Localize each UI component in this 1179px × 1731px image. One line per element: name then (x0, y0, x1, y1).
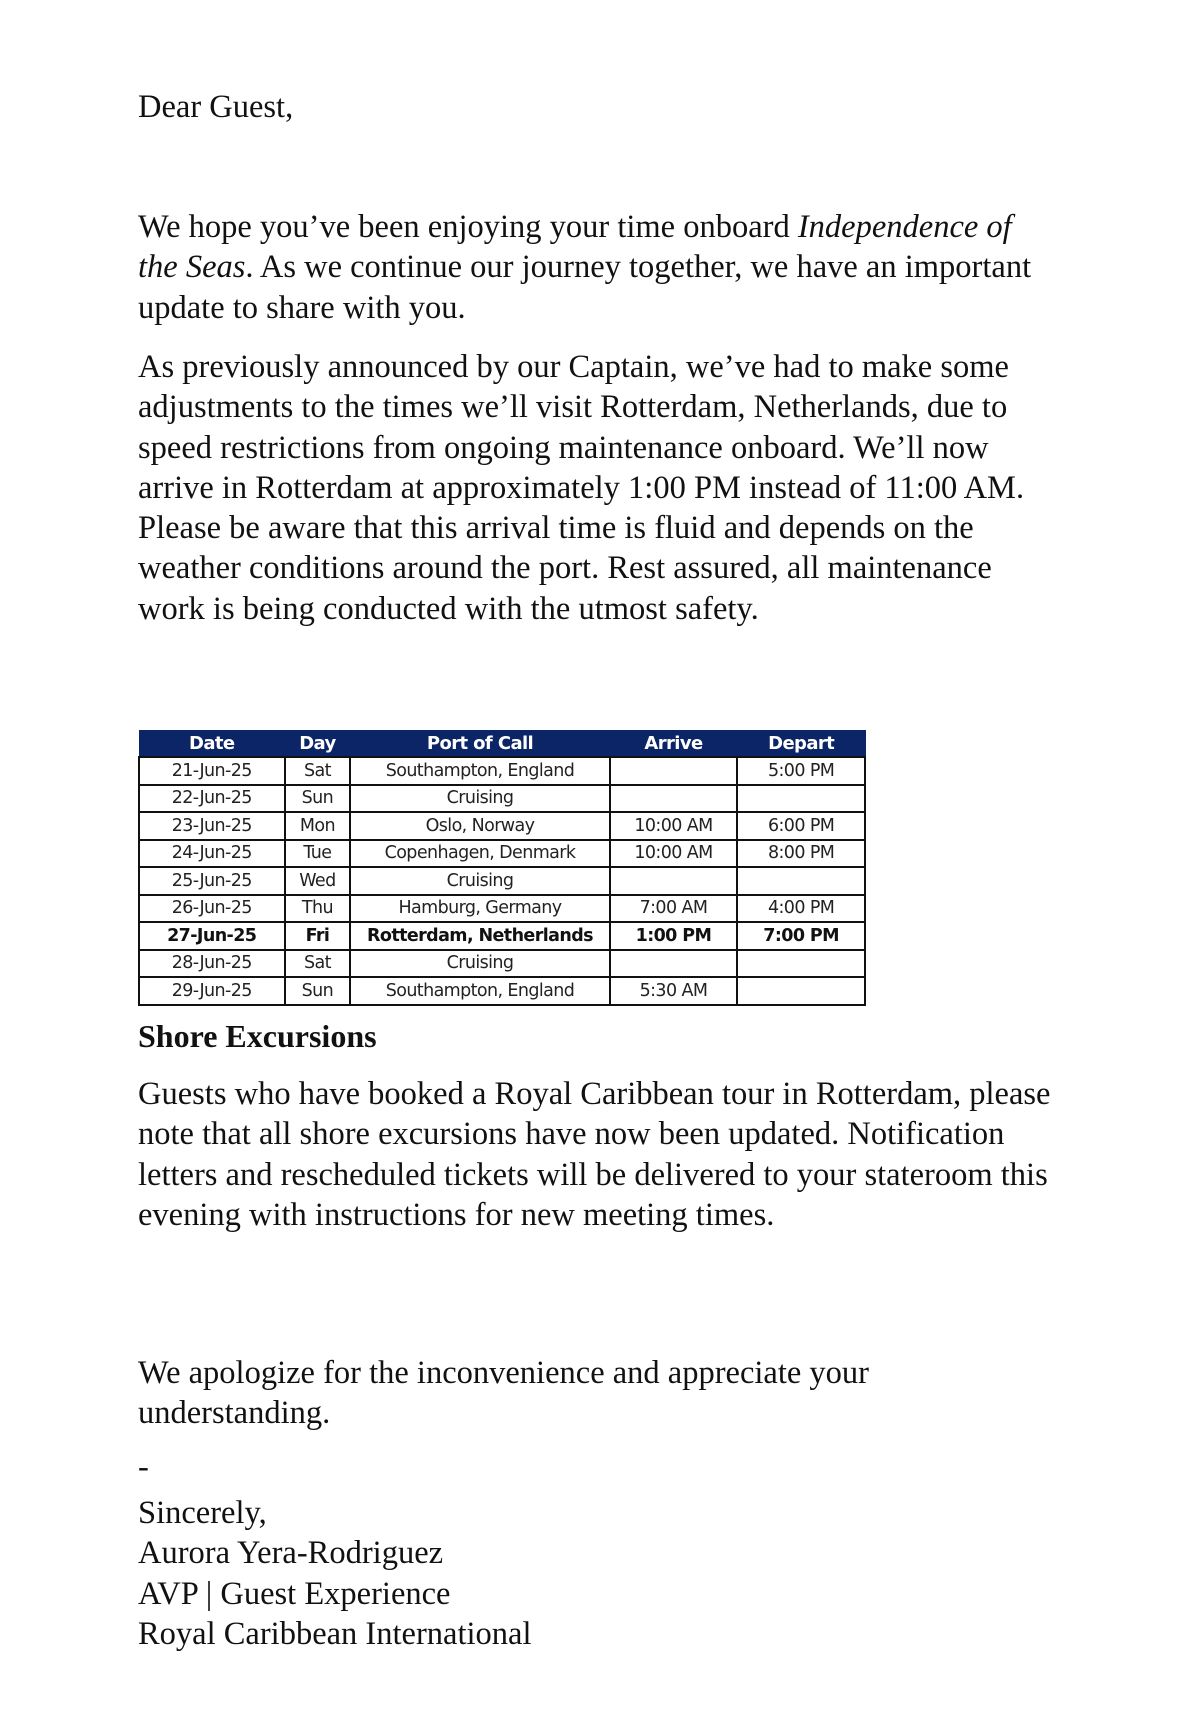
apology-paragraph: We apologize for the inconvenience and appreciate your understanding. (138, 1355, 869, 1432)
cell-day: Tue (285, 840, 351, 868)
itinerary-table-body (139, 757, 865, 1005)
cell-port: Rotterdam, Netherlands (350, 922, 609, 950)
cell-arrive: 5:30 AM (610, 977, 738, 1005)
cell-port: Hamburg, Germany (350, 895, 609, 923)
cell-day: Mon (285, 812, 351, 840)
cell-depart: 5:00 PM (737, 757, 865, 785)
table-row (139, 895, 865, 923)
cell-date: 29-Jun-25 (139, 977, 285, 1005)
table-row (139, 785, 865, 813)
table-row (139, 867, 865, 895)
cell-port: Cruising (350, 950, 609, 978)
signature-block (138, 1493, 531, 1654)
cell-day: Thu (285, 895, 351, 923)
cell-port: Copenhagen, Denmark (350, 840, 609, 868)
column-header-arrive: Arrive (610, 731, 738, 758)
cell-date: 27-Jun-25 (139, 922, 285, 950)
ship-name: Independence of the Seas (138, 209, 1012, 286)
cell-depart: 4:00 PM (737, 895, 865, 923)
table-row (139, 922, 865, 950)
cell-day: Sat (285, 950, 351, 978)
itinerary-table (138, 730, 866, 1006)
table-row (139, 950, 865, 978)
column-header-port: Port of Call (350, 731, 609, 758)
cell-day: Sun (285, 977, 351, 1005)
cell-arrive: 7:00 AM (610, 895, 738, 923)
cell-port: Southampton, England (350, 977, 609, 1005)
shore-excursions-heading: Shore Excursions (138, 1018, 377, 1054)
column-header-day: Day (285, 731, 351, 758)
signer-title: AVP | Guest Experience (138, 1575, 451, 1612)
cell-arrive (610, 757, 738, 785)
separator-dash: - (138, 1449, 149, 1485)
cell-date: 24-Jun-25 (139, 840, 285, 868)
cell-port: Southampton, England (350, 757, 609, 785)
table-header-row (139, 731, 865, 758)
cell-depart (737, 867, 865, 895)
signer-name: Aurora Yera-Rodriguez (138, 1535, 444, 1572)
cell-depart (737, 785, 865, 813)
cell-port: Cruising (350, 867, 609, 895)
cell-day: Sun (285, 785, 351, 813)
intro-paragraph (138, 207, 1038, 328)
intro-text-before: We hope you’ve been enjoying your time onboard (138, 209, 798, 245)
cell-date: 25-Jun-25 (139, 867, 285, 895)
cell-day: Sat (285, 757, 351, 785)
cell-arrive: 10:00 AM (610, 840, 738, 868)
cell-depart: 6:00 PM (737, 812, 865, 840)
cell-arrive (610, 785, 738, 813)
cell-depart: 7:00 PM (737, 922, 865, 950)
cell-depart (737, 977, 865, 1005)
closing: Sincerely, (138, 1495, 267, 1531)
cell-port: Cruising (350, 785, 609, 813)
cell-date: 22-Jun-25 (139, 785, 285, 813)
cell-date: 28-Jun-25 (139, 950, 285, 978)
cell-depart: 8:00 PM (737, 840, 865, 868)
shore-excursions-paragraph: Guests who have booked a Royal Caribbean tour in Rotterdam, please note that all shore excursions have now been updated. Notification letters and rescheduled tickets will be delivered to your stateroom this evening with instructions for new meeting times. (138, 1076, 1051, 1233)
cell-arrive (610, 867, 738, 895)
table-row (139, 757, 865, 785)
cell-date: 26-Jun-25 (139, 895, 285, 923)
cell-depart (737, 950, 865, 978)
cell-arrive: 1:00 PM (610, 922, 738, 950)
cell-port: Oslo, Norway (350, 812, 609, 840)
table-row (139, 812, 865, 840)
cell-day: Fri (285, 922, 351, 950)
cell-arrive: 10:00 AM (610, 812, 738, 840)
greeting: Dear Guest, (138, 89, 294, 125)
cell-arrive (610, 950, 738, 978)
company-name: Royal Caribbean International (138, 1615, 532, 1652)
column-header-date: Date (139, 731, 285, 758)
cell-date: 21-Jun-25 (139, 757, 285, 785)
cell-date: 23-Jun-25 (139, 812, 285, 840)
table-row (139, 977, 865, 1005)
table-row (139, 840, 865, 868)
cell-day: Wed (285, 867, 351, 895)
column-header-depart: Depart (737, 731, 865, 758)
intro-text-after: . As we continue our journey together, we have an important update to share with you. (138, 249, 1032, 326)
schedule-change-paragraph: As previously announced by our Captain, we’ve had to make some adjustments to the times we’ll visit Rotterdam, Netherlands, due to speed restrictions from ongoing maintenance onboard. We’ll now arrive in Rotterdam at approximately 1:00 PM instead of 11:00 AM. Please be aware that this arrival time is fluid and depends on the weather conditions around the port. Rest assured, all maintenance work is being conducted with the utmost safety. (138, 349, 1025, 627)
